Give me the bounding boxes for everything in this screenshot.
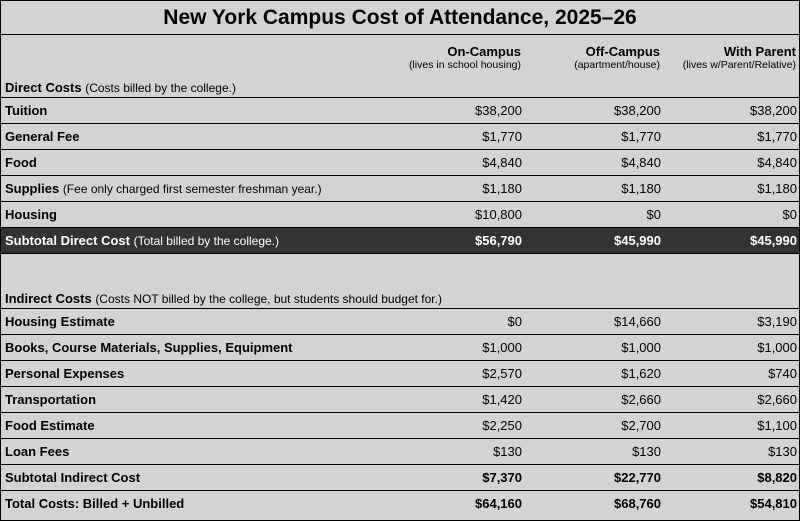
value-with-parent: $3,190 [663,309,799,335]
row-note: (Total billed by the college.) [133,234,280,248]
value-off-campus: $130 [524,439,663,465]
value-on-campus: $1,420 [385,387,524,413]
table-row [1,176,799,202]
row-label: Housing Estimate [5,314,115,329]
table-row [1,150,799,176]
value-on-campus: $1,000 [385,335,524,361]
header-blank [1,35,385,59]
value-on-campus: $10,800 [385,202,524,228]
table-row [1,413,799,439]
column-header-with-parent: With Parent [723,44,796,59]
cost-table [1,35,799,516]
row-label-cell [1,228,385,254]
table-row [1,335,799,361]
value-with-parent: $1,770 [663,124,799,150]
value-with-parent: $130 [663,439,799,465]
column-sub-off-campus: (apartment/house) [574,59,660,71]
table-row [1,387,799,413]
value-with-parent: $2,660 [663,387,799,413]
row-label: Subtotal Direct Cost [5,233,130,248]
value-on-campus: $130 [385,439,524,465]
indirect-costs-section-header [1,284,799,309]
value-with-parent: $1,000 [663,335,799,361]
value-with-parent: $8,820 [663,465,799,491]
row-label: Loan Fees [5,444,70,459]
row-label: Food [5,155,37,170]
subtotal-indirect-row [1,465,799,491]
row-label: Subtotal Indirect Cost [5,470,141,485]
header-blank [1,59,385,73]
direct-costs-section-title-cell [1,73,799,98]
value-on-campus: $64,160 [475,496,522,511]
row-label: Tuition [5,103,48,118]
column-sub-on-campus: (lives in school housing) [408,59,521,71]
value-on-campus: $38,200 [385,98,524,124]
value-on-campus: $1,770 [385,124,524,150]
spacer-cell [1,254,799,285]
row-label-cell [1,309,385,335]
subtotal-direct-row [1,228,799,254]
value-with-parent: $38,200 [663,98,799,124]
column-subheader-row [1,59,799,73]
value-with-parent: $1,180 [663,176,799,202]
row-note: (Fee only charged first semester freshman year.) [62,182,322,196]
row-label-cell [1,124,385,150]
value-off-campus: $68,760 [614,496,661,511]
column-header-on-campus: On-Campus [447,44,521,59]
page-title: New York Campus Cost of Attendance, 2025–26 [1,1,799,35]
value-off-campus: $45,990 [524,228,663,254]
row-label-cell [1,150,385,176]
indirect-costs-section-note: (Costs NOT billed by the college, but students should budget for.) [95,292,442,306]
table-row [1,309,799,335]
value-off-campus: $4,840 [524,150,663,176]
value-off-campus: $22,770 [524,465,663,491]
row-label-cell [1,491,385,517]
value-on-campus: $7,370 [385,465,524,491]
value-with-parent: $45,990 [663,228,799,254]
row-label-cell [1,465,385,491]
value-off-campus: $0 [524,202,663,228]
row-label: Housing [5,207,57,222]
row-label-cell [1,361,385,387]
row-label-cell [1,387,385,413]
value-off-campus: $2,660 [524,387,663,413]
table-row [1,124,799,150]
value-off-campus: $1,620 [524,361,663,387]
value-with-parent: $54,810 [750,496,797,511]
column-header-row [1,35,799,59]
row-label-cell [1,98,385,124]
value-on-campus: $4,840 [385,150,524,176]
indirect-costs-section-title-cell [1,284,799,309]
row-label-cell [1,176,385,202]
table-row [1,202,799,228]
row-label: General Fee [5,129,80,144]
row-label-cell [1,202,385,228]
table-row [1,98,799,124]
value-off-campus: $14,660 [524,309,663,335]
value-with-parent: $0 [663,202,799,228]
value-on-campus: $56,790 [385,228,524,254]
table-row [1,439,799,465]
spacer-row [1,254,799,285]
value-on-campus: $2,250 [385,413,524,439]
indirect-costs-section-title: Indirect Costs [5,291,92,306]
direct-costs-section-title: Direct Costs [5,80,82,95]
value-off-campus: $2,700 [524,413,663,439]
value-on-campus: $0 [385,309,524,335]
total-costs-row [1,491,799,517]
row-label: Personal Expenses [5,366,125,381]
value-off-campus: $38,200 [524,98,663,124]
column-header-off-campus: Off-Campus [585,44,660,59]
value-off-campus: $1,180 [524,176,663,202]
value-with-parent: $740 [663,361,799,387]
row-label: Books, Course Materials, Supplies, Equipment [5,340,293,355]
direct-costs-section-header [1,73,799,98]
value-on-campus: $1,180 [385,176,524,202]
value-off-campus: $1,770 [524,124,663,150]
row-label-cell [1,335,385,361]
value-off-campus: $1,000 [524,335,663,361]
row-label: Supplies [5,181,60,196]
row-label: Transportation [5,392,97,407]
value-with-parent: $4,840 [663,150,799,176]
row-label: Total Costs: Billed + Unbilled [5,496,185,511]
column-sub-with-parent: (lives w/Parent/Relative) [682,59,796,71]
row-label: Food Estimate [5,418,95,433]
value-with-parent: $1,100 [663,413,799,439]
row-label-cell [1,413,385,439]
value-on-campus: $2,570 [385,361,524,387]
direct-costs-section-note: (Costs billed by the college.) [85,81,236,95]
row-label-cell [1,439,385,465]
table-row [1,361,799,387]
